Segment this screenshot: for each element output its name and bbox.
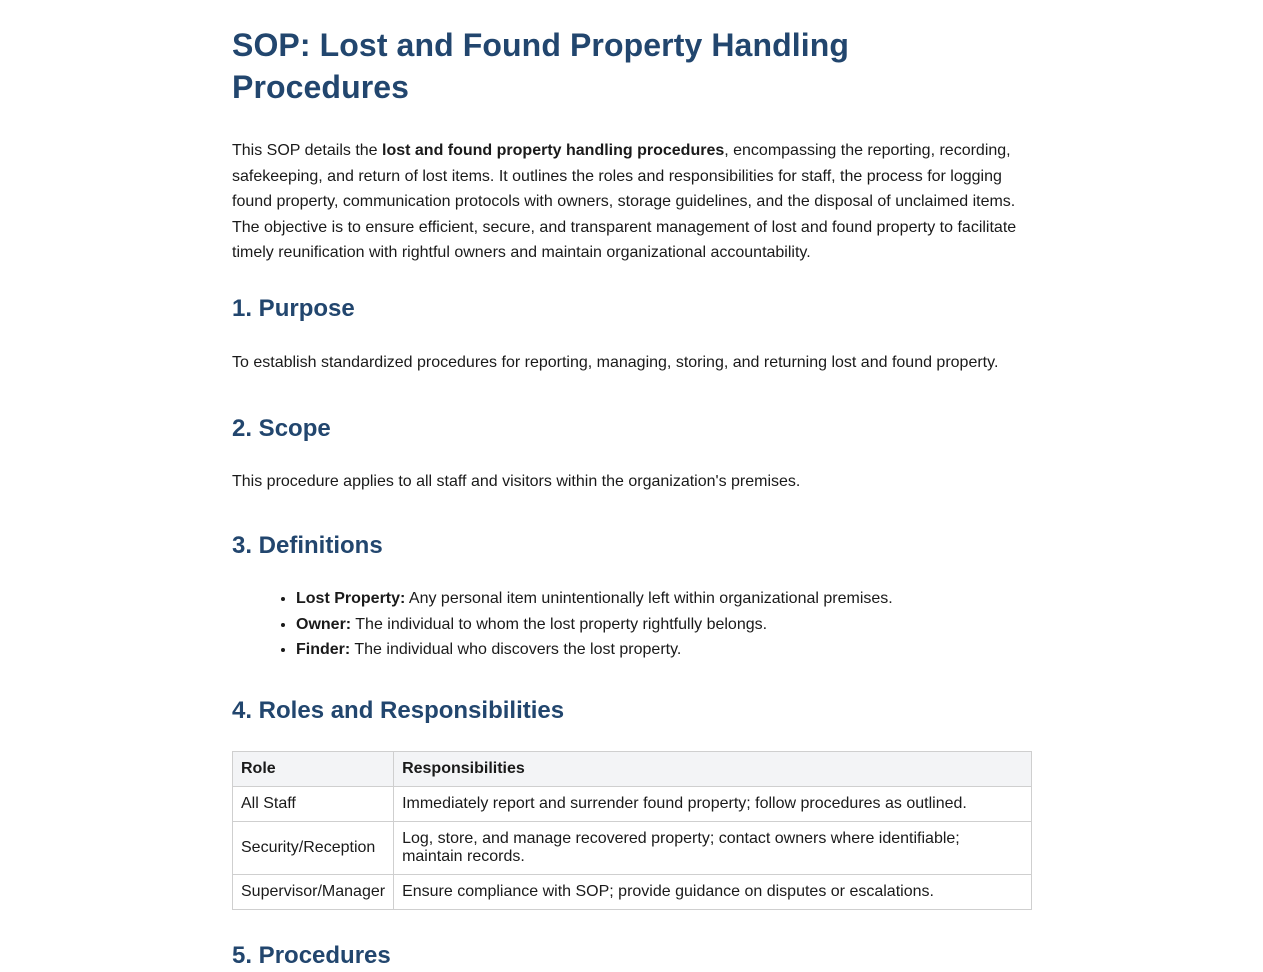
document-page (232, 0, 1032, 972)
definition-item (296, 612, 1032, 638)
table-row (233, 786, 1032, 821)
table-row (233, 874, 1032, 909)
definition-term: Finder: (296, 641, 351, 659)
intro-text-bold: lost and found property handling procedures (382, 142, 725, 159)
heading-definitions: 3. Definitions (232, 532, 383, 560)
heading-scope: 2. Scope (232, 414, 331, 442)
role-cell: Security/Reception (233, 821, 394, 874)
definition-item (296, 637, 1032, 663)
responsibility-cell: Ensure compliance with SOP; provide guidance on disputes or escalations. (394, 874, 1032, 909)
heading-purpose: 1. Purpose (232, 294, 355, 322)
definition-term: Lost Property: (296, 590, 406, 608)
scope-text: This procedure applies to all staff and visitors within the organization's premises. (232, 472, 801, 490)
definition-term: Owner: (296, 615, 352, 633)
purpose-text: To establish standardized procedures for reporting, managing, storing, and returning lost and found property. (232, 353, 999, 371)
definition-text: The individual to whom the lost property rightfully belongs. (351, 615, 768, 633)
role-cell: Supervisor/Manager (233, 874, 394, 909)
definitions-list (232, 586, 1032, 663)
roles-table (232, 751, 1032, 910)
column-header-role: Role (233, 751, 394, 786)
column-header-responsibilities: Responsibilities (394, 751, 1032, 786)
role-cell: All Staff (233, 786, 394, 821)
intro-paragraph (232, 138, 1032, 266)
page-title: SOP: Lost and Found Property Handling Procedures (232, 27, 850, 105)
definition-text: Any personal item unintentionally left within organizational premises. (405, 590, 893, 608)
definition-text: The individual who discovers the lost property. (350, 641, 682, 659)
intro-text-before: This SOP details the (232, 142, 382, 159)
heading-roles: 4. Roles and Responsibilities (232, 696, 565, 724)
responsibility-cell: Immediately report and surrender found property; follow procedures as outlined. (394, 786, 1032, 821)
intro-text-after: , encompassing the reporting, recording, safekeeping, and return of lost items. It outlines the roles and responsibilities for staff, the process for logging found property, communication protocols with owners, storage guidelines, and the disposal of unclaimed items. The objective is to ensure efficient, secure, and transparent management of lost and found property to facilitate timely reunification with rightful owners and maintain organizational accountability. (232, 142, 1017, 262)
table-header-row (233, 751, 1032, 786)
definition-item (296, 586, 1032, 612)
heading-procedures: 5. Procedures (232, 941, 391, 969)
table-row (233, 821, 1032, 874)
responsibility-cell: Log, store, and manage recovered property; contact owners where identifiable; maintain records. (394, 821, 1032, 874)
